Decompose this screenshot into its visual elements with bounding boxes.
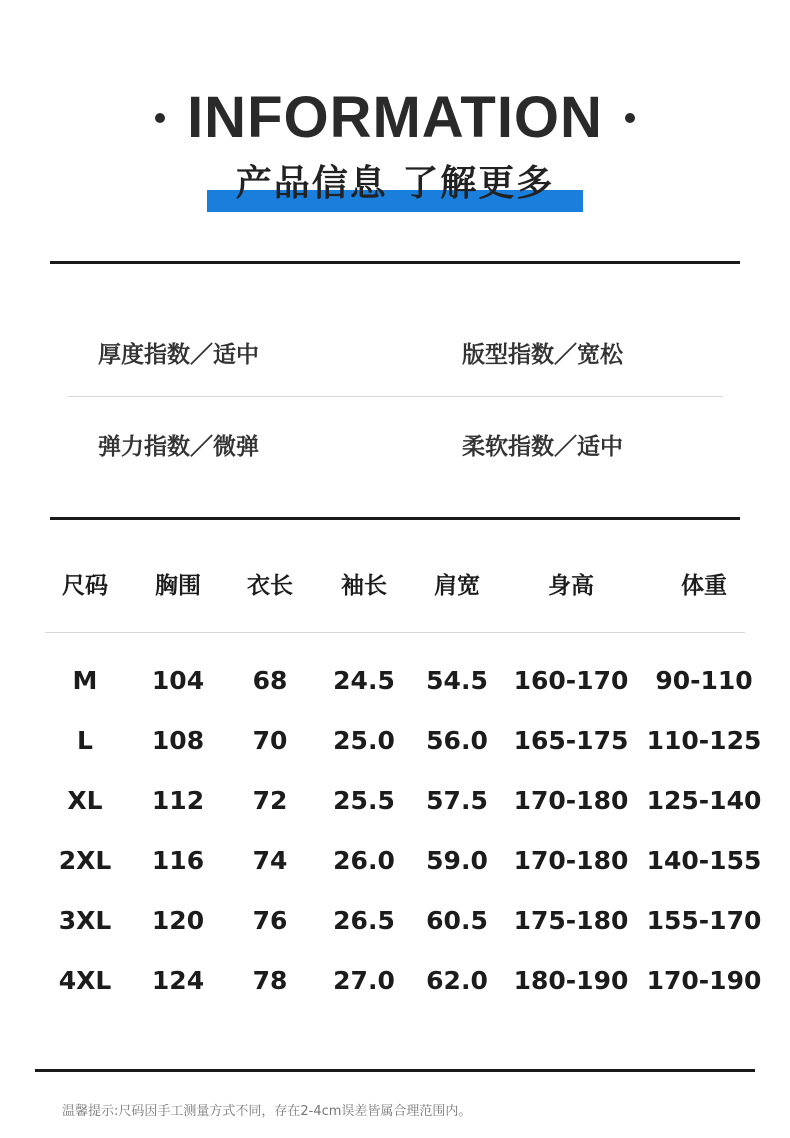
right-dot-icon	[625, 113, 635, 123]
table-cell: 120	[151, 906, 205, 935]
table-cell: 108	[151, 726, 205, 755]
table-cell: 124	[151, 966, 205, 995]
table-cell: 104	[151, 666, 205, 695]
table-cell: XL	[67, 786, 103, 815]
table-row	[0, 661, 790, 701]
column-header: 肩宽	[434, 573, 480, 599]
table-row	[0, 961, 790, 1001]
table-cell: 54.5	[426, 666, 488, 695]
table-cell: 56.0	[426, 726, 488, 755]
table-cell: 90-110	[655, 666, 753, 695]
property-fit: 版型指数／宽松	[462, 342, 623, 368]
column-header: 衣长	[247, 573, 293, 599]
table-cell: 59.0	[426, 846, 488, 875]
table-cell: 110-125	[646, 726, 762, 755]
table-row	[0, 841, 790, 881]
table-row	[0, 781, 790, 821]
table-cell: 180-190	[513, 966, 629, 995]
column-header: 尺码	[62, 573, 108, 599]
column-header: 体重	[681, 573, 727, 599]
table-cell: 25.0	[333, 726, 395, 755]
left-dot-icon	[155, 113, 165, 123]
table-cell: 3XL	[58, 906, 112, 935]
table-cell: 76	[252, 906, 288, 935]
table-row	[0, 901, 790, 941]
page-title: INFORMATION	[187, 85, 603, 150]
divider-top	[50, 261, 740, 264]
table-cell: 74	[252, 846, 288, 875]
property-thickness: 厚度指数／适中	[98, 342, 259, 368]
table-cell: 175-180	[513, 906, 629, 935]
table-cell: M	[72, 666, 98, 695]
table-cell: 165-175	[513, 726, 629, 755]
table-cell: 125-140	[646, 786, 762, 815]
table-cell: 112	[151, 786, 205, 815]
property-elasticity: 弹力指数／微弹	[98, 434, 259, 460]
table-cell: 160-170	[513, 666, 629, 695]
table-cell: 4XL	[58, 966, 112, 995]
footnote: 温馨提示:尺码因手工测量方式不同，存在2-4cm误差皆属合理范围内。	[62, 1104, 472, 1119]
table-cell: 26.5	[333, 906, 395, 935]
table-cell: 2XL	[58, 846, 112, 875]
table-cell: 140-155	[646, 846, 762, 875]
table-cell: 70	[252, 726, 288, 755]
property-softness: 柔软指数／适中	[462, 434, 623, 460]
table-cell: 78	[252, 966, 288, 995]
size-table-header	[0, 566, 790, 606]
table-row	[0, 721, 790, 761]
table-cell: 170-190	[646, 966, 762, 995]
table-cell: 60.5	[426, 906, 488, 935]
page-subtitle: 产品信息 了解更多	[235, 163, 555, 204]
table-cell: L	[77, 726, 93, 755]
subtitle-block	[207, 162, 583, 212]
table-cell: 170-180	[513, 846, 629, 875]
table-cell: 155-170	[646, 906, 762, 935]
table-cell: 62.0	[426, 966, 488, 995]
table-cell: 27.0	[333, 966, 395, 995]
table-cell: 72	[252, 786, 288, 815]
table-cell: 24.5	[333, 666, 395, 695]
table-cell: 68	[252, 666, 288, 695]
column-header: 身高	[548, 573, 594, 599]
divider-bottom	[35, 1069, 755, 1072]
table-cell: 25.5	[333, 786, 395, 815]
table-cell: 170-180	[513, 786, 629, 815]
divider-middle	[50, 517, 740, 520]
table-cell: 26.0	[333, 846, 395, 875]
divider-table-header	[45, 632, 745, 633]
table-cell: 57.5	[426, 786, 488, 815]
column-header: 胸围	[155, 573, 201, 599]
header	[0, 82, 790, 212]
divider-properties	[68, 396, 723, 397]
column-header: 袖长	[341, 573, 387, 599]
table-cell: 116	[151, 846, 205, 875]
title-row	[0, 82, 790, 154]
